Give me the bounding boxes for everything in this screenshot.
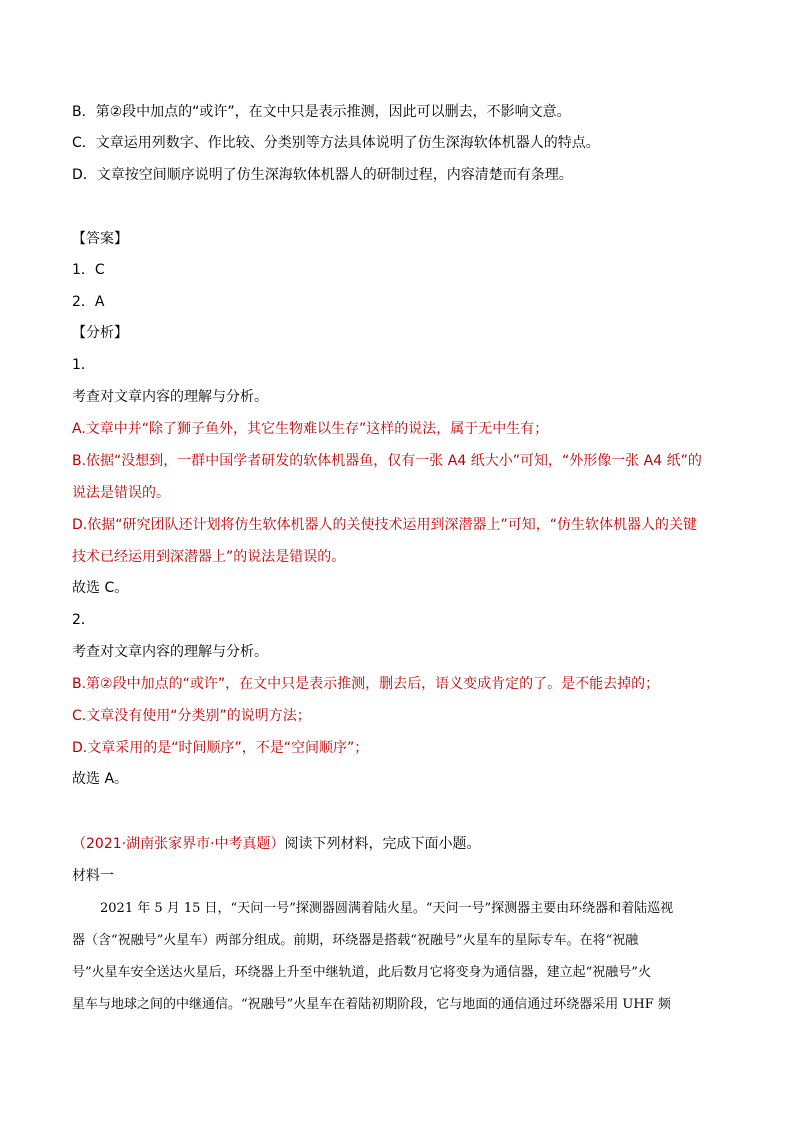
analysis-q1-conclusion: 故选 C。: [72, 580, 129, 596]
analysis-q1-option-a: A.文章中并“除了狮子鱼外，其它生物难以生存”这样的说法，属于无中生有；: [72, 421, 549, 437]
material-label: 材料一: [72, 868, 114, 884]
material-line-1: 2021 年 5 月 15 日，“天问一号”探测器圆满着陆火星。“天问一号”探测器主要由环绕器和着陆巡视: [100, 901, 674, 916]
option-d: D．文章按空间顺序说明了仿生深海软体机器人的研制过程，内容清楚而有条理。: [72, 167, 573, 183]
analysis-heading: 【分析】: [72, 325, 128, 341]
answer-item-1: 1．C: [72, 262, 105, 278]
question-instruction: 阅读下列材料，完成下面小题。: [284, 836, 481, 852]
material-line-3: 号”火星车安全送达火星后，环绕器上升至中继轨道，此后数月它将变身为通信器，建立起“祝融号”火: [72, 965, 651, 980]
analysis-q2-option-d: D.文章采用的是“时间顺序”，不是“空间顺序”；: [72, 740, 369, 756]
analysis-q1-option-b-line2: 说法是错误的。: [72, 485, 170, 501]
analysis-q1-option-b-line1: B.依据“没想到，一群中国学者研发的软体机器鱼，仅有一张 A4 纸大小”可知，“外形像一张 A4 纸”的: [72, 453, 702, 469]
analysis-q2-option-b: B.第②段中加点的“或许”，在文中只是表示推测，删去后，语义变成肯定的了。是不能去掉的；: [72, 676, 660, 692]
analysis-q2-conclusion: 故选 A。: [72, 771, 129, 787]
question-source: （2021·湖南张家界市·中考真题）: [72, 836, 285, 852]
answer-item-2: 2．A: [72, 294, 105, 310]
analysis-q1-intro: 考查对文章内容的理解与分析。: [72, 389, 268, 405]
analysis-q2-intro: 考查对文章内容的理解与分析。: [72, 644, 268, 660]
option-b: B．第②段中加点的“或许”，在文中只是表示推测，因此可以删去，不影响文意。: [72, 104, 571, 120]
option-c: C．文章运用列数字、作比较、分类别等方法具体说明了仿生深海软体机器人的特点。: [72, 135, 600, 151]
material-line-4: 星车与地球之间的中继通信。“祝融号”火星车在着陆初期阶段，它与地面的通信通过环绕器采用 UHF 频: [72, 997, 671, 1012]
analysis-q1-option-d-line2: 技术已经运用到深潜器上”的说法是错误的。: [72, 549, 346, 565]
analysis-q2-number: 2．: [72, 612, 95, 628]
analysis-q2-option-c: C.文章没有使用“分类别”的说明方法；: [72, 708, 311, 724]
question-header: [72, 834, 722, 854]
material-line-2: 器（含“祝融号”火星车）两部分组成。前期，环绕器是搭载“祝融号”火星车的星际专车。在将“祝融: [72, 933, 639, 948]
answer-heading: 【答案】: [72, 231, 128, 247]
analysis-q1-number: 1．: [72, 357, 95, 373]
analysis-q1-option-d-line1: D.依据“研究团队还计划将仿生软体机器人的关使技术运用到深潜器上”可知，“仿生软体机器人的关键: [72, 517, 697, 533]
